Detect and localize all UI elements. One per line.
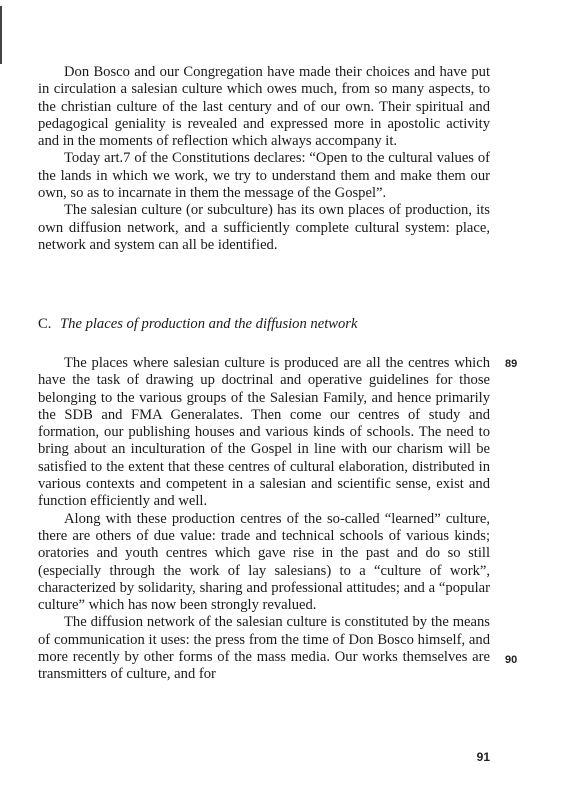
text-block-top — [38, 64, 490, 254]
section-letter: C. — [38, 316, 52, 332]
margin-number: 90 — [505, 654, 518, 666]
section-heading — [38, 316, 490, 333]
paragraph: Today art.7 of the Constitutions declares: “Open to the cultural values of the lands in which we work, we try to understand them and make them our own, so as to incarnate in them the message of the Gospel”. — [38, 150, 490, 202]
page-number: 91 — [476, 750, 490, 764]
paragraph: The diffusion network of the salesian culture is constituted by the means of communication it uses: the press from the time of Don Bosco himself, and more recently by other forms of the mass media. Our works themselves are transmitters of culture, and for — [38, 614, 490, 683]
left-edge-rule — [0, 6, 2, 64]
section-title: The places of production and the diffusion network — [60, 316, 358, 332]
text-block-bottom — [38, 355, 490, 684]
paragraph: The places where salesian culture is produced are all the centres which have the task of drawing up doctrinal and operative guidelines for those belonging to the various groups of the Salesian Family, and hence primarily the SDB and FMA Generalates. Then come our centres of study and formation, our publishing houses and various kinds of schools. The need to bring about an inculturation of the Gospel in line with our charism will be satisfied to the extent that these centres of cultural elaboration, distributed in various contexts and competent in a salesian and scientific sense, exist and function efficiently and well. — [38, 355, 490, 510]
paragraph: The salesian culture (or subculture) has its own places of production, its own diffusion network, and a sufficiently complete cultural system: place, network and system can all be identified. — [38, 202, 490, 253]
margin-number: 89 — [505, 358, 518, 370]
paragraph: Don Bosco and our Congregation have made their choices and have put in circulation a salesian culture which owes much, from so many aspects, to the christian culture of the last century and of our own. Their spiritual and pedagogical geniality is revealed and expressed more in apostolic activity and in the moments of reflection which always accompany it. — [38, 64, 490, 150]
paragraph: Along with these production centres of the so-called “learned” culture, there are others of due value: trade and technical schools of various kinds; oratories and youth centres which gave rise in the past and do so still (especially through the work of lay salesians) to a “culture of work”, characterized by solidarity, sharing and professional attitudes; and a “popular culture” which has now been strongly revalued. — [38, 510, 490, 614]
